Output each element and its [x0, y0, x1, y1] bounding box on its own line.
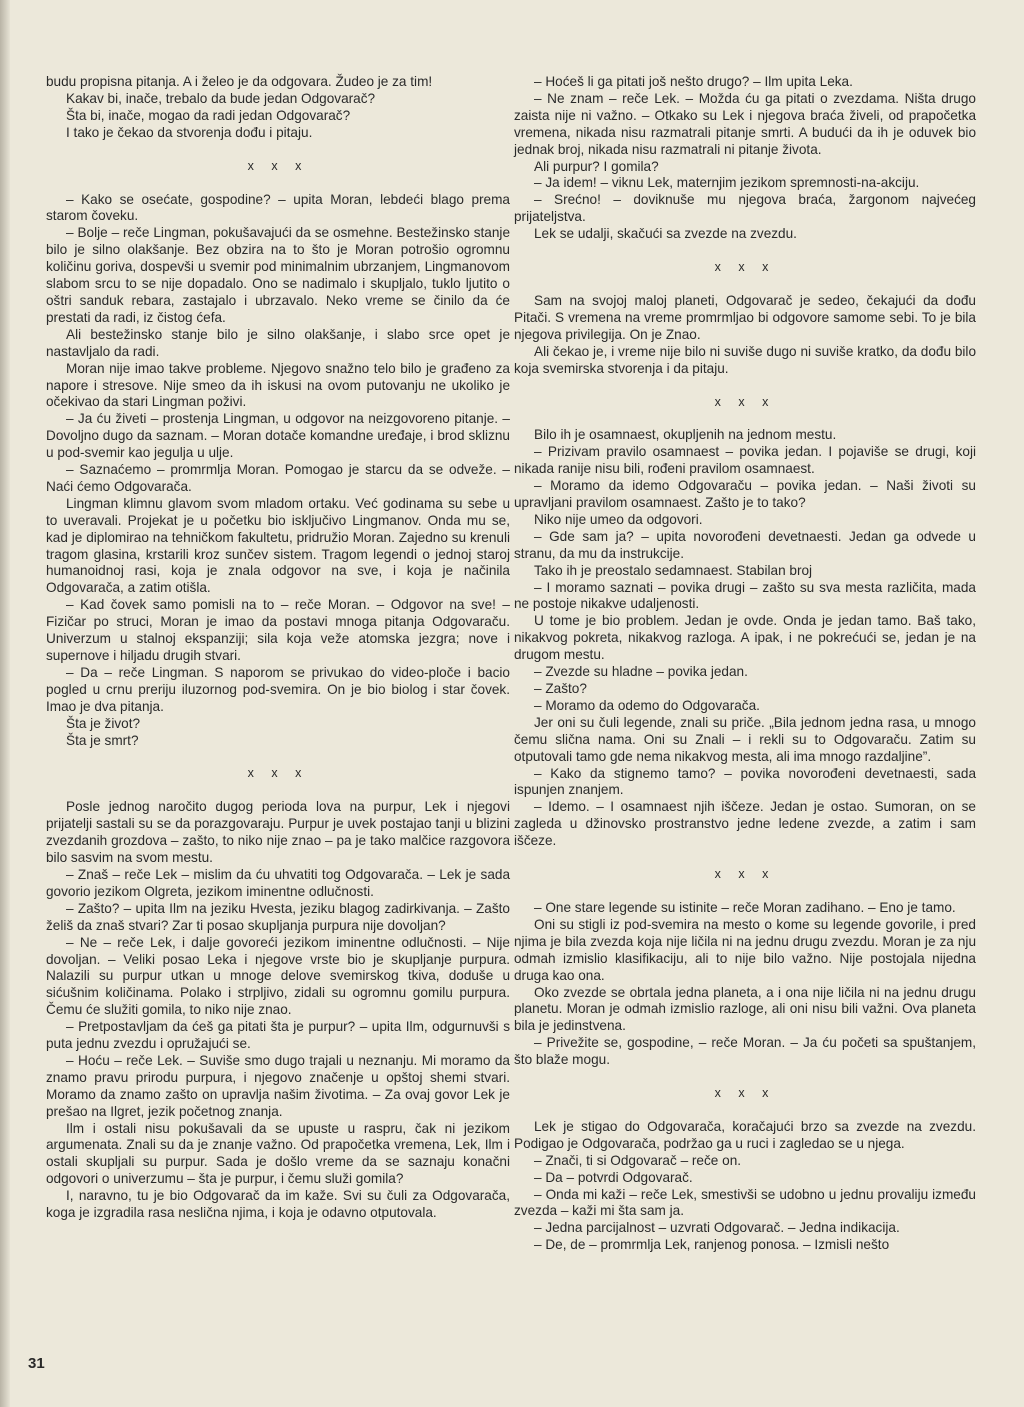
paragraph: – Da – potvrdi Odgovarač.	[534, 1169, 693, 1185]
section-separator: x x x	[714, 260, 776, 275]
paragraph: – Prizivam pravilo osamnaest – povika jedan. I pojaviše se drugi, koji nikada ranije nisu bili, rođeni pravilom osamnaest.	[514, 444, 976, 477]
paragraph: – Bolje – reče Lingman, pokušavajući da se osmehne. Bestežinsko stanje bilo je silno olakšanje. Bez obzira na to što je Moran potrošio ogromnu količinu goriva, dospevši u svemir pod minimalnim ubrzanjem, Lingmanovom slabom srcu to se nije dopadalo. Ono se nadimalo i skupljalo, tuklo ljutito o oštri sanduk rebara, zastajalo i ubrzavalo. Neko vreme se činilo da će prestati da radi, iz čistog ćefa.	[46, 225, 510, 325]
paragraph: Kakav bi, inače, trebalo da bude jedan Odgovarač?	[66, 90, 376, 106]
paragraph: I tako je čekao da stvorenja dođu i pitaju.	[66, 124, 313, 140]
section-separator: x x x	[247, 158, 309, 173]
paragraph: Ali čekao je, i vreme nije bilo ni suviše dugo ni suviše kratko, da dođu bilo koja svemirska stvorenja i da pitaju.	[514, 343, 976, 376]
paragraph: Lingman klimnu glavom svom mladom ortaku. Već godinama su sebe u to uveravali. Projekat je u početku bio isključivo Lingmanov. Onda mu se, kad je diplomirao na tehničkom fakultetu, pridružio Moran. Zajedno su krenuli tragom glasina, krstarili kroz sunčev sistem. Tragom legendi o jednoj staroj humanoidnoj rasi, koja je znala odgovor na sve, i koja je načinila Odgovarača, a zatim otišla.	[46, 495, 510, 596]
paragraph: – Ne znam – reče Lek. – Možda ću ga pitati o zvezdama. Ništa drugo zaista nije ni važno. – Otkako su Lek i njegova braća živeli, od prapočetka vremena, nikada nisu razmatrali pitanje smrti. A budući da ih je oduvek bio jednak broj, nikada nisu razmatrali ni pitanje života.	[514, 90, 976, 157]
paragraph: – Jedna parcijalnost – uzvrati Odgovarač. – Jedna indikacija.	[534, 1220, 900, 1236]
right-text-column	[514, 74, 976, 1254]
paragraph: Oni su stigli iz pod-svemira na mesto o kome su legende govorile, i pred njima je bila zvezda koja nije ličila ni na jednu drugu zvezdu. Moran je za nju odmah izmislio klasifikaciju, ali to nije bilo važno. Nije postojala nijedna druga kao ona.	[514, 916, 976, 983]
paragraph: – Kako da stignemo tamo? – povika novorođeni devetnaesti, sada ispunjen znanjem.	[514, 765, 976, 798]
left-text-column	[46, 74, 510, 1222]
paragraph: – Ne – reče Lek, i dalje govoreći jezikom iminentne odlučnosti. – Nije dovoljan. – Veliki posao Leka i njegove vrste bio je skupljanje purpura. Nalazili su purpur utkan u mnoge delove svemirskog tkiva, doduše u sićušnim količinama. Polako i strpljivo, zidali su ogromnu gomilu purpura. Čemu će služiti gomila, to niko nije znao.	[46, 934, 510, 1018]
paragraph: – Znaš – reče Lek – mislim da ću uhvatiti tog Odgovarača. – Lek je sada govorio jezikom Olgreta, jezikom iminentne odlučnosti.	[46, 866, 510, 899]
paragraph: Bilo ih je osamnaest, okupljenih na jednom mestu.	[534, 427, 837, 443]
paragraph: – Zašto? – upita Ilm na jeziku Hvesta, jeziku blagog zadirkivanja. – Zašto želiš da znaš stvari? Zar ti posao skupljanja purpura nije dovoljan?	[46, 900, 510, 933]
paragraph: Šta je smrt?	[66, 732, 139, 748]
paragraph: – One stare legende su istinite – reče Moran zadihano. – Eno je tamo.	[534, 899, 956, 915]
page-edge-shadow	[0, 0, 10, 1407]
paragraph: – I moramo saznati – povika drugi – zašto su sva mesta različita, mada ne postoje nikakve udaljenosti.	[514, 579, 976, 612]
paragraph: Šta bi, inače, mogao da radi jedan Odgovarač?	[66, 107, 351, 123]
paragraph: – Onda mi kaži – reče Lek, smestivši se udobno u jednu provaliju između zvezda – kaži mi šta sam ja.	[514, 1186, 976, 1219]
paragraph: I, naravno, tu je bio Odgovarač da im kaže. Svi su čuli za Odgovarača, koga je izgradila rasa neslična njima, i koja je odavno otputovala.	[46, 1188, 510, 1221]
paragraph: Tako ih je preostalo sedamnaest. Stabilan broj	[534, 562, 813, 578]
paragraph: Moran nije imao takve probleme. Njegovo snažno telo bilo je građeno za napore i stresove. Nije smeo da ih iskusi na ovom putovanju ne ukoliko je očekivao da stari Lingman poživi.	[46, 360, 510, 410]
paragraph: – Pretpostavljam da ćeš ga pitati šta je purpur? – upita Ilm, odgurnuvši s puta jednu zvezdu i opružajući se.	[46, 1019, 510, 1052]
section-separator: x x x	[247, 766, 309, 781]
paragraph: – Hoćeš li ga pitati još nešto drugo? – Ilm upita Leka.	[534, 74, 853, 89]
paragraph: – Kad čovek samo pomisli na to – reče Moran. – Odgovor na sve! – Fizičar po struci, Moran je imao da postavi mnoga pitanja Odgovaraču. Univerzum u stalnoj ekspanziji; sila koja veže atomska jezgra; nove i supernove i hiljadu drugih stvari.	[46, 597, 510, 663]
paragraph: Jer oni su čuli legende, znali su priče. „Bila jednom jedna rasa, u mnogo čemu slična nama. Oni su Znali – i rekli su to Odgovaraču. Zatim su otputovali tamo gde nema nikakvog mesta, ali ima mnogo razdaljine”.	[514, 714, 976, 764]
section-separator: x x x	[714, 1086, 776, 1101]
paragraph: – Zašto?	[534, 681, 587, 696]
paragraph: Ilm i ostali nisu pokušavali da se upuste u raspru, čak ni jezikom argumenata. Znali su da je znanje važno. Od prapočetka vremena, Lek, Ilm i ostali skupljali su purpur. Sada je došlo vreme da se saznaju konačni odgovori o univerzumu – šta je purpur, i čemu služi gomila?	[46, 1120, 510, 1187]
paragraph: – De, de – promrmlja Lek, ranjenog ponosa. – Izmisli nešto	[534, 1237, 890, 1253]
paragraph: – Kako se osećate, gospodine? – upita Moran, lebdeći blago prema starom čoveku.	[46, 191, 510, 224]
paragraph: – Ja ću živeti – prostenja Lingman, u odgovor na neizgovoreno pitanje. – Dovoljno dugo da saznam. – Moran dotače komandne uređaje, i brod skliznu u pod-svemir kao jegulja u ulje.	[46, 411, 510, 461]
paragraph: Niko nije umeo da odgovori.	[534, 511, 703, 527]
paragraph: – Moramo da odemo do Odgovarača.	[534, 697, 760, 713]
paragraph: budu propisna pitanja. A i želeo je da odgovara. Žudeo je za tim!	[46, 74, 433, 89]
paragraph: Ali purpur? I gomila?	[534, 158, 659, 174]
paragraph: U tome je bio problem. Jedan je ovde. Onda je jedan tamo. Baš tako, nikakvog pokreta, nikakvog razloga. A ipak, i ne pokrećući se, jedan je na drugom mestu.	[514, 613, 976, 663]
paragraph: – Privežite se, gospodine, – reče Moran. – Ja ću početi sa spuštanjem, što blaže mogu.	[514, 1035, 976, 1068]
paragraph: Lek je stigao do Odgovarača, koračajući brzo sa zvezde na zvezdu. Podigao je Odgovarača, podržao ga u ruci i zagledao se u njega.	[514, 1118, 976, 1151]
section-separator: x x x	[714, 394, 776, 409]
paragraph: – Znači, ti si Odgovarač – reče on.	[534, 1152, 742, 1168]
paragraph: – Gde sam ja? – upita novorođeni devetnaesti. Jedan ga odvede u stranu, da mu da instrukcije.	[514, 528, 976, 561]
paragraph: Šta je život?	[66, 715, 141, 731]
paragraph: – Zvezde su hladne – povika jedan.	[534, 664, 748, 680]
paragraph: Sam na svojoj maloj planeti, Odgovarač je sedeo, čekajući da dođu Pitači. S vremena na vreme promrmljao bi odgovore samome sebi. To je bila njegova privilegija. On je Znao.	[514, 292, 976, 342]
section-separator: x x x	[714, 867, 776, 882]
paragraph: – Saznaćemo – promrmlja Moran. Pomogao je starcu da se odveže. – Naći ćemo Odgovarača.	[46, 462, 510, 494]
page-number: 31	[28, 1355, 45, 1372]
paragraph: – Da – reče Lingman. S naporom se privukao do video-ploče i bacio pogled u crnu preriju iluzornog pod-svemira. On je bio biolog i star čovek. Imao je dva pitanja.	[46, 664, 510, 714]
paragraph: – Moramo da idemo Odgovaraču – povika jedan. – Naši životi su upravljani pravilom osamnaest. Zašto je to tako?	[514, 478, 976, 511]
paragraph: – Hoću – reče Lek. – Suviše smo dugo trajali u neznanju. Mi moramo da znamo pravu prirodu purpura, i njegovo značenje u opštoj shemi stvari. Moramo da znamo zašto on upravlja našim životima. – Za ovaj govor Lek je prešao na Ilgret, jezik početnog znanja.	[46, 1052, 510, 1119]
paragraph: – Srećno! – doviknuše mu njegova braća, žargonom najvećeg prijateljstva.	[514, 192, 976, 225]
paragraph: Lek se udalji, skačući sa zvezde na zvezdu.	[534, 226, 797, 242]
paragraph: Ali bestežinsko stanje bilo je silno olakšanje, i slabo srce opet je nastavljalo da radi.	[46, 326, 510, 359]
paragraph: – Ja idem! – viknu Lek, maternjim jezikom spremnosti-na-akciju.	[534, 175, 920, 191]
paragraph: – Idemo. – I osamnaest njih iščeze. Jedan je ostao. Sumoran, on se zagleda u džinovsko prostranstvo jedne ledene zvezde, a zatim i sam iščeze.	[514, 799, 976, 849]
paragraph: Posle jednog naročito dugog perioda lova na purpur, Lek i njegovi prijatelji sastali su se da porazgovaraju. Purpur je uvek postajao tanji u blizini zvezdanih grozdova – zašto, to niko nije znao – pa je tako malčice razgovora bilo sasvim na svom mestu.	[46, 799, 510, 866]
paragraph: Oko zvezde se obrtala jedna planeta, a i ona nije ličila ni na jednu drugu planetu. Moran je odmah izmislio razloge, ali oni nisu bili važni. Ova planeta bila je jedinstvena.	[514, 984, 976, 1034]
